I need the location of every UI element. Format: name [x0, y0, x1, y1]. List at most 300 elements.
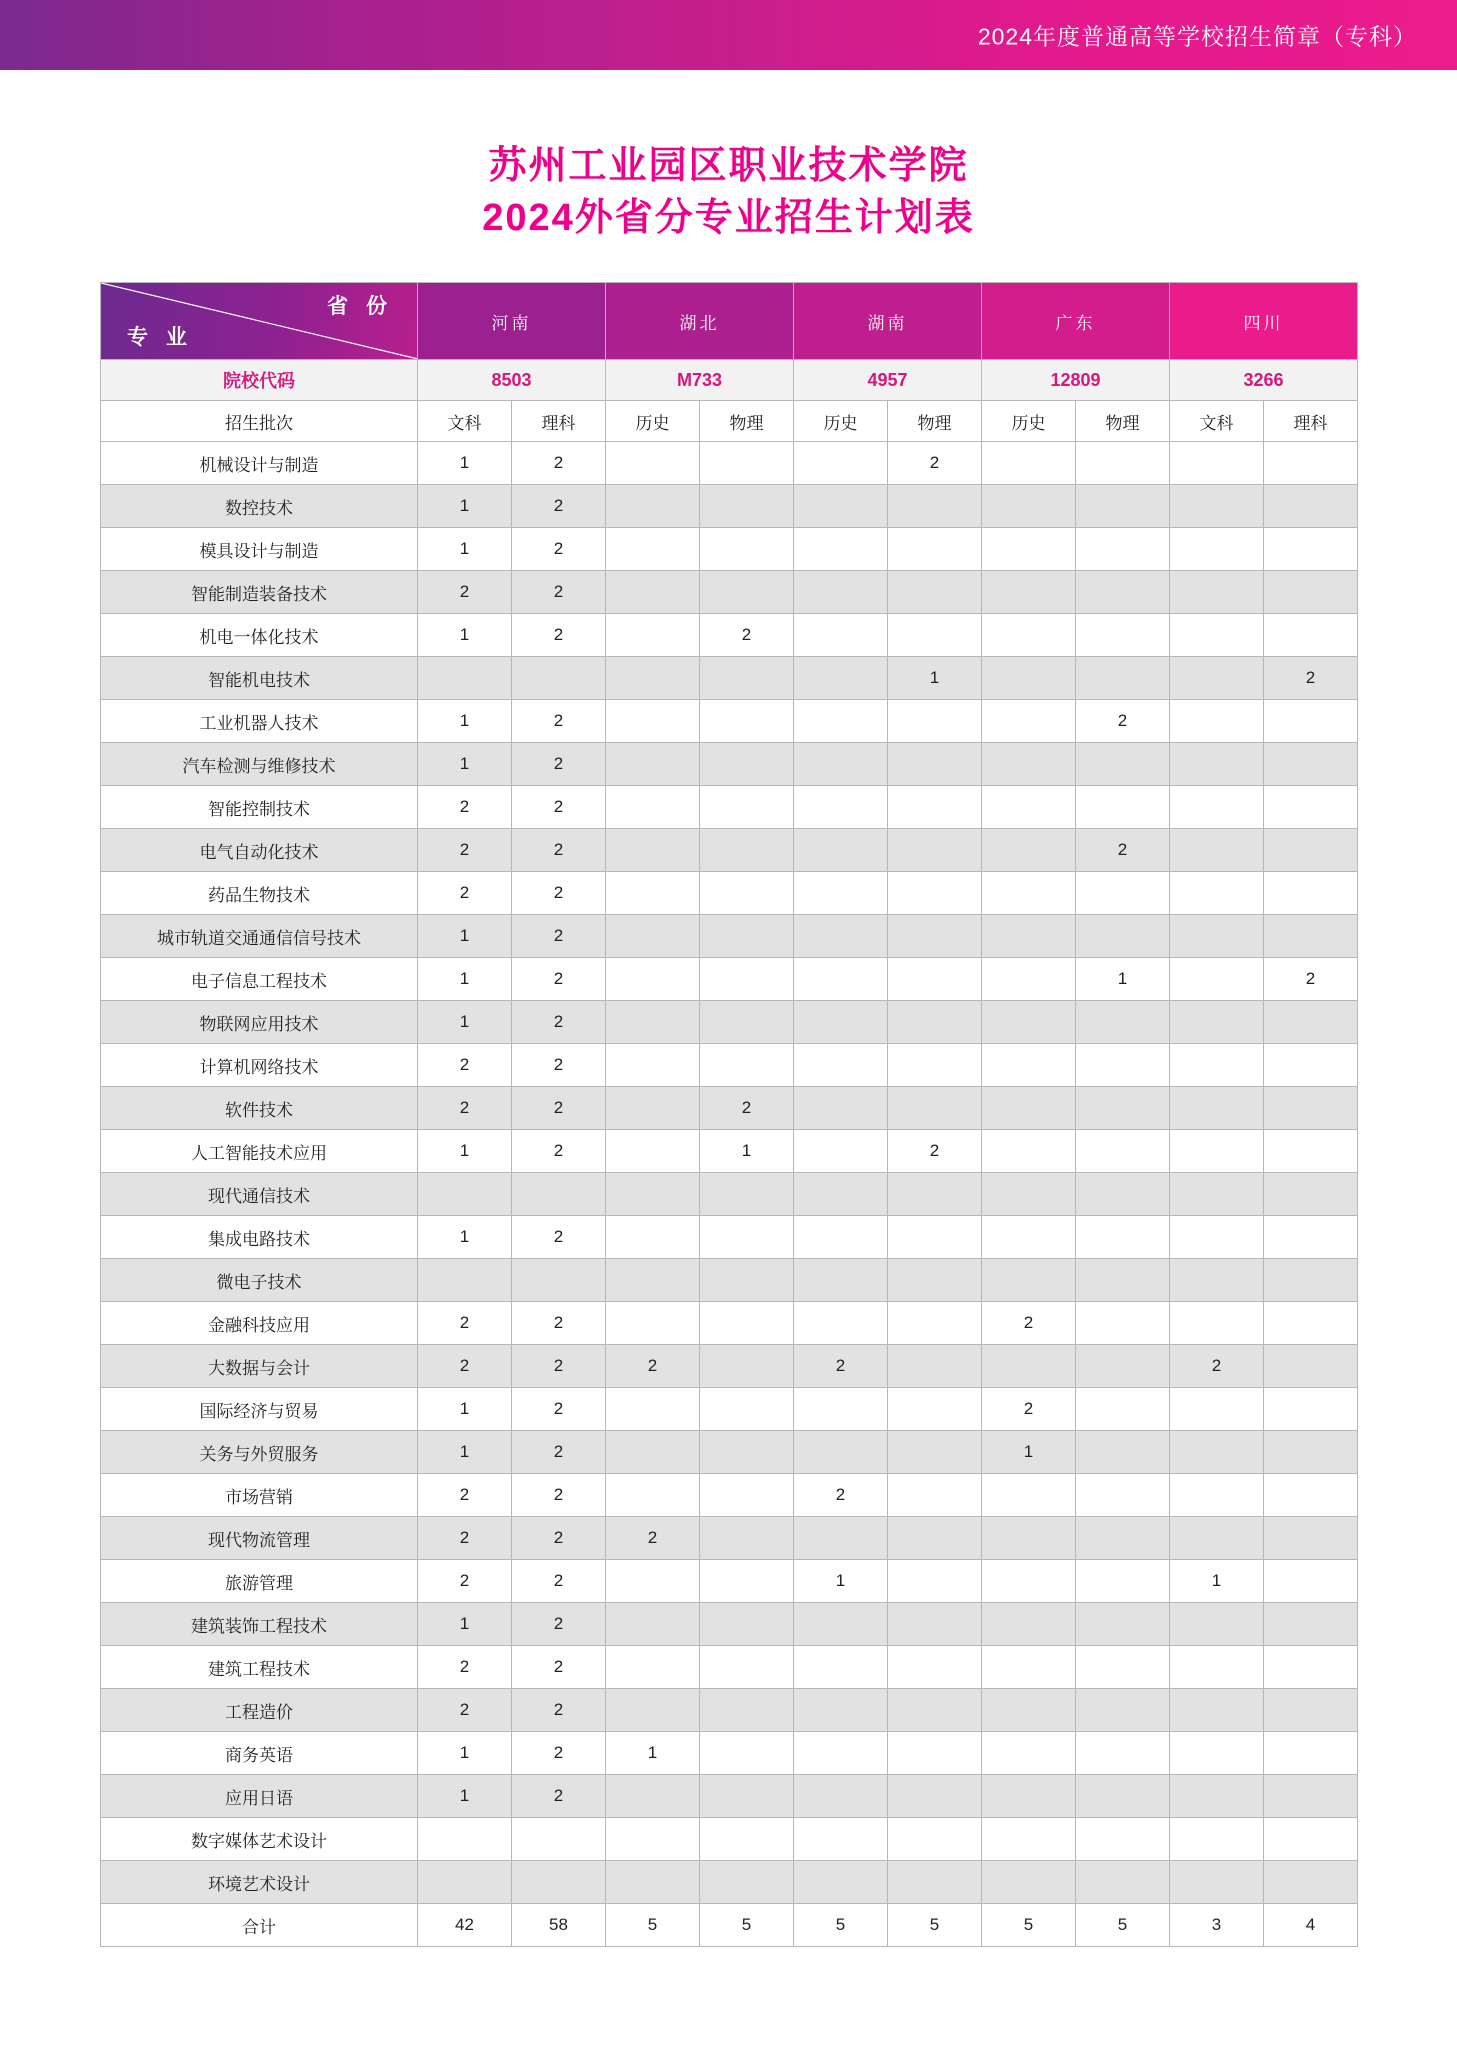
quota-cell [1076, 1474, 1170, 1517]
quota-cell: 2 [1076, 829, 1170, 872]
quota-cell [1264, 442, 1358, 485]
quota-cell: 2 [888, 442, 982, 485]
quota-cell [700, 657, 794, 700]
quota-cell [888, 1603, 982, 1646]
quota-cell [1264, 1474, 1358, 1517]
quota-cell [888, 1517, 982, 1560]
major-name-cell: 智能制造装备技术 [101, 571, 418, 614]
school-code-sichuan: 3266 [1170, 360, 1358, 401]
school-code-hubei: M733 [606, 360, 794, 401]
quota-cell [1264, 1517, 1358, 1560]
quota-cell [1170, 743, 1264, 786]
total-label: 合计 [101, 1904, 418, 1947]
quota-cell [606, 1818, 700, 1861]
province-header-henan: 河南 [418, 283, 606, 360]
quota-cell: 2 [700, 1087, 794, 1130]
quota-cell: 1 [418, 1001, 512, 1044]
quota-cell [1264, 915, 1358, 958]
quota-cell [606, 1689, 700, 1732]
major-name-cell: 工业机器人技术 [101, 700, 418, 743]
quota-cell [1264, 1689, 1358, 1732]
quota-cell [1170, 829, 1264, 872]
quota-cell [1170, 614, 1264, 657]
major-name-cell: 软件技术 [101, 1087, 418, 1130]
quota-cell [1170, 915, 1264, 958]
quota-cell: 1 [418, 1732, 512, 1775]
table-row-school-code [101, 360, 1358, 401]
quota-cell [1076, 1345, 1170, 1388]
quota-cell [700, 485, 794, 528]
table-row [101, 1345, 1358, 1388]
quota-cell [418, 657, 512, 700]
quota-cell [794, 442, 888, 485]
quota-cell [700, 743, 794, 786]
page-title [0, 140, 1457, 245]
total-col-3: 5 [700, 1904, 794, 1947]
major-name-cell: 应用日语 [101, 1775, 418, 1818]
quota-cell: 2 [794, 1345, 888, 1388]
quota-cell [1170, 958, 1264, 1001]
quota-cell [1076, 1130, 1170, 1173]
major-name-cell: 智能机电技术 [101, 657, 418, 700]
quota-cell [982, 1775, 1076, 1818]
quota-cell: 1 [1170, 1560, 1264, 1603]
quota-cell [982, 485, 1076, 528]
quota-cell [888, 743, 982, 786]
quota-cell [700, 1302, 794, 1345]
quota-cell [1076, 485, 1170, 528]
quota-cell [794, 571, 888, 614]
total-col-6: 5 [982, 1904, 1076, 1947]
quota-cell: 1 [606, 1732, 700, 1775]
quota-cell [888, 614, 982, 657]
quota-cell: 2 [512, 1560, 606, 1603]
quota-cell [1076, 1689, 1170, 1732]
quota-cell [606, 1560, 700, 1603]
quota-cell [1170, 1259, 1264, 1302]
header-corner-cell [101, 283, 418, 360]
quota-cell [700, 700, 794, 743]
school-code-guangdong: 12809 [982, 360, 1170, 401]
batch-col-9: 理科 [1264, 401, 1358, 442]
quota-cell [1076, 1044, 1170, 1087]
quota-cell: 1 [888, 657, 982, 700]
quota-cell: 2 [418, 1087, 512, 1130]
quota-cell [794, 1861, 888, 1904]
quota-cell [794, 1689, 888, 1732]
quota-cell: 2 [418, 571, 512, 614]
quota-cell [606, 1431, 700, 1474]
table-row [101, 1603, 1358, 1646]
quota-cell [700, 1861, 794, 1904]
total-col-5: 5 [888, 1904, 982, 1947]
quota-cell [888, 1087, 982, 1130]
quota-cell [700, 1388, 794, 1431]
quota-cell: 2 [512, 829, 606, 872]
quota-cell [512, 657, 606, 700]
quota-cell: 2 [512, 743, 606, 786]
quota-cell [982, 1689, 1076, 1732]
quota-cell [606, 571, 700, 614]
quota-cell [1076, 1259, 1170, 1302]
quota-cell [1264, 1388, 1358, 1431]
quota-cell: 2 [512, 958, 606, 1001]
quota-cell [982, 1044, 1076, 1087]
quota-cell: 2 [512, 1087, 606, 1130]
major-name-cell: 现代物流管理 [101, 1517, 418, 1560]
table-row [101, 1689, 1358, 1732]
quota-cell [1076, 1517, 1170, 1560]
quota-cell [1264, 485, 1358, 528]
quota-cell [1264, 829, 1358, 872]
quota-cell [1076, 1775, 1170, 1818]
quota-cell [606, 1775, 700, 1818]
province-header-guangdong: 广东 [982, 283, 1170, 360]
quota-cell [606, 614, 700, 657]
quota-cell [1170, 1130, 1264, 1173]
province-header-hubei: 湖北 [606, 283, 794, 360]
quota-cell: 2 [1264, 657, 1358, 700]
major-name-cell: 机械设计与制造 [101, 442, 418, 485]
quota-cell [888, 915, 982, 958]
total-col-1: 58 [512, 1904, 606, 1947]
major-name-cell: 电气自动化技术 [101, 829, 418, 872]
quota-cell: 1 [418, 1130, 512, 1173]
header-major-label: 专 业 [127, 326, 193, 349]
quota-cell [1170, 1474, 1264, 1517]
major-name-cell: 关务与外贸服务 [101, 1431, 418, 1474]
quota-cell [700, 528, 794, 571]
quota-cell [700, 1431, 794, 1474]
quota-cell [794, 915, 888, 958]
quota-cell [700, 442, 794, 485]
quota-cell [1264, 571, 1358, 614]
quota-cell [606, 1646, 700, 1689]
table-row [101, 1861, 1358, 1904]
quota-cell [794, 700, 888, 743]
table-row [101, 657, 1358, 700]
quota-cell [794, 1216, 888, 1259]
quota-cell [606, 1130, 700, 1173]
table-row [101, 442, 1358, 485]
quota-cell: 2 [794, 1474, 888, 1517]
quota-cell [888, 485, 982, 528]
quota-cell [700, 1259, 794, 1302]
province-header-sichuan: 四川 [1170, 283, 1358, 360]
quota-cell [700, 829, 794, 872]
quota-cell [794, 1818, 888, 1861]
quota-cell: 2 [418, 786, 512, 829]
total-col-9: 4 [1264, 1904, 1358, 1947]
quota-cell [1264, 743, 1358, 786]
major-name-cell: 工程造价 [101, 1689, 418, 1732]
quota-cell [1264, 1087, 1358, 1130]
quota-cell [1076, 1560, 1170, 1603]
quota-cell [1170, 1689, 1264, 1732]
quota-cell [982, 442, 1076, 485]
quota-cell [794, 657, 888, 700]
quota-cell [606, 786, 700, 829]
quota-cell [700, 915, 794, 958]
quota-cell [794, 1001, 888, 1044]
quota-cell [1264, 1173, 1358, 1216]
major-name-cell: 模具设计与制造 [101, 528, 418, 571]
quota-cell [700, 1560, 794, 1603]
quota-cell [888, 1646, 982, 1689]
quota-cell [1076, 1302, 1170, 1345]
quota-cell [982, 1861, 1076, 1904]
header-province-label: 省 份 [327, 295, 393, 318]
top-banner [0, 0, 1457, 70]
quota-cell [700, 1775, 794, 1818]
quota-cell [606, 442, 700, 485]
quota-cell [888, 872, 982, 915]
quota-cell: 2 [512, 1646, 606, 1689]
quota-cell [1076, 528, 1170, 571]
quota-cell [1170, 571, 1264, 614]
quota-cell [888, 1001, 982, 1044]
quota-cell: 1 [418, 1388, 512, 1431]
quota-cell [606, 1001, 700, 1044]
table-row [101, 1173, 1358, 1216]
quota-cell: 1 [418, 1216, 512, 1259]
table-row [101, 614, 1358, 657]
quota-cell [1170, 485, 1264, 528]
batch-col-5: 物理 [888, 401, 982, 442]
quota-cell: 1 [418, 485, 512, 528]
quota-cell [982, 571, 1076, 614]
school-code-label: 院校代码 [101, 360, 418, 401]
quota-cell [888, 1216, 982, 1259]
quota-cell [1264, 1130, 1358, 1173]
quota-cell: 2 [418, 1044, 512, 1087]
quota-cell [606, 528, 700, 571]
quota-cell [606, 1474, 700, 1517]
table-row [101, 872, 1358, 915]
batch-col-8: 文科 [1170, 401, 1264, 442]
quota-cell [794, 485, 888, 528]
quota-cell: 1 [418, 1603, 512, 1646]
major-name-cell: 数字媒体艺术设计 [101, 1818, 418, 1861]
quota-cell: 2 [512, 1689, 606, 1732]
major-name-cell: 建筑装饰工程技术 [101, 1603, 418, 1646]
quota-cell [1076, 1861, 1170, 1904]
quota-cell: 2 [512, 1044, 606, 1087]
table-row [101, 528, 1358, 571]
quota-cell [1264, 1861, 1358, 1904]
quota-cell [700, 1646, 794, 1689]
major-name-cell: 物联网应用技术 [101, 1001, 418, 1044]
quota-cell [700, 1732, 794, 1775]
quota-cell [1170, 786, 1264, 829]
quota-cell [1170, 1517, 1264, 1560]
quota-cell [794, 1302, 888, 1345]
batch-col-0: 文科 [418, 401, 512, 442]
quota-cell [982, 1173, 1076, 1216]
major-name-cell: 药品生物技术 [101, 872, 418, 915]
quota-cell [888, 829, 982, 872]
major-name-cell: 集成电路技术 [101, 1216, 418, 1259]
quota-cell [982, 1259, 1076, 1302]
quota-cell: 2 [700, 614, 794, 657]
quota-cell: 2 [982, 1302, 1076, 1345]
quota-cell [1170, 1087, 1264, 1130]
table-row [101, 915, 1358, 958]
table-row [101, 1044, 1358, 1087]
quota-cell [1264, 1818, 1358, 1861]
quota-cell [982, 1517, 1076, 1560]
major-name-cell: 国际经济与贸易 [101, 1388, 418, 1431]
quota-cell [606, 1302, 700, 1345]
quota-cell [982, 829, 1076, 872]
quota-cell [794, 1603, 888, 1646]
quota-cell [1264, 1345, 1358, 1388]
quota-cell: 1 [418, 442, 512, 485]
quota-cell [888, 1044, 982, 1087]
quota-cell [606, 743, 700, 786]
quota-cell: 2 [512, 1775, 606, 1818]
quota-cell [1170, 872, 1264, 915]
quota-cell [888, 528, 982, 571]
table-row [101, 571, 1358, 614]
quota-cell [1076, 1431, 1170, 1474]
quota-cell [888, 1818, 982, 1861]
quota-cell [888, 1775, 982, 1818]
quota-cell [982, 614, 1076, 657]
quota-cell [418, 1818, 512, 1861]
table-row [101, 1818, 1358, 1861]
quota-cell [982, 786, 1076, 829]
title-line-1: 苏州工业园区职业技术学院 [488, 145, 969, 187]
quota-cell [888, 958, 982, 1001]
quota-cell [794, 1044, 888, 1087]
quota-cell [1076, 1173, 1170, 1216]
quota-cell [1170, 1646, 1264, 1689]
quota-cell: 2 [512, 915, 606, 958]
quota-cell: 1 [1076, 958, 1170, 1001]
major-name-cell: 汽车检测与维修技术 [101, 743, 418, 786]
quota-cell: 2 [1264, 958, 1358, 1001]
major-name-cell: 城市轨道交通通信信号技术 [101, 915, 418, 958]
quota-cell [1170, 1431, 1264, 1474]
quota-cell [512, 1818, 606, 1861]
quota-cell: 2 [512, 614, 606, 657]
batch-col-4: 历史 [794, 401, 888, 442]
batch-col-7: 物理 [1076, 401, 1170, 442]
quota-cell [1170, 1173, 1264, 1216]
total-col-8: 3 [1170, 1904, 1264, 1947]
batch-col-2: 历史 [606, 401, 700, 442]
quota-cell: 2 [512, 1517, 606, 1560]
quota-cell [700, 1173, 794, 1216]
quota-cell [606, 1861, 700, 1904]
quota-cell [982, 1474, 1076, 1517]
quota-cell [1076, 442, 1170, 485]
quota-cell [982, 915, 1076, 958]
quota-cell: 1 [418, 528, 512, 571]
quota-cell [418, 1259, 512, 1302]
quota-cell [700, 1517, 794, 1560]
quota-cell [700, 786, 794, 829]
quota-cell [1076, 614, 1170, 657]
quota-cell [888, 1474, 982, 1517]
quota-cell [1170, 1216, 1264, 1259]
quota-cell [1076, 1646, 1170, 1689]
quota-cell [1076, 657, 1170, 700]
quota-cell [982, 1603, 1076, 1646]
quota-cell [1264, 1431, 1358, 1474]
quota-cell [700, 1474, 794, 1517]
quota-cell: 2 [418, 1345, 512, 1388]
table-row [101, 1431, 1358, 1474]
quota-cell: 2 [606, 1345, 700, 1388]
batch-col-1: 理科 [512, 401, 606, 442]
quota-cell [1076, 1388, 1170, 1431]
table-row [101, 958, 1358, 1001]
quota-cell [888, 1431, 982, 1474]
quota-cell [982, 700, 1076, 743]
table-row [101, 1001, 1358, 1044]
total-col-0: 42 [418, 1904, 512, 1947]
quota-cell: 2 [512, 1388, 606, 1431]
table-row [101, 1302, 1358, 1345]
quota-cell [1264, 1259, 1358, 1302]
quota-cell: 2 [888, 1130, 982, 1173]
quota-cell [700, 1689, 794, 1732]
quota-cell: 2 [512, 1603, 606, 1646]
quota-cell [1076, 1818, 1170, 1861]
quota-cell [606, 915, 700, 958]
major-name-cell: 机电一体化技术 [101, 614, 418, 657]
quota-cell [888, 1259, 982, 1302]
quota-cell [1076, 1732, 1170, 1775]
quota-cell [1076, 872, 1170, 915]
quota-cell [1076, 1603, 1170, 1646]
quota-cell [1076, 915, 1170, 958]
quota-cell: 2 [512, 1474, 606, 1517]
quota-cell: 2 [512, 786, 606, 829]
quota-cell [794, 1087, 888, 1130]
quota-cell [1170, 1001, 1264, 1044]
quota-cell [982, 958, 1076, 1001]
quota-cell [888, 1861, 982, 1904]
quota-cell: 1 [418, 614, 512, 657]
batch-col-3: 物理 [700, 401, 794, 442]
quota-cell [700, 1216, 794, 1259]
quota-cell [1264, 1302, 1358, 1345]
quota-cell: 2 [1076, 700, 1170, 743]
quota-cell [888, 700, 982, 743]
quota-cell [1264, 872, 1358, 915]
quota-cell: 2 [512, 1216, 606, 1259]
quota-cell [794, 743, 888, 786]
quota-cell [418, 1861, 512, 1904]
quota-cell [794, 872, 888, 915]
quota-cell [888, 786, 982, 829]
quota-cell [982, 1216, 1076, 1259]
quota-cell [1076, 786, 1170, 829]
batch-label: 招生批次 [101, 401, 418, 442]
major-name-cell: 旅游管理 [101, 1560, 418, 1603]
quota-cell [888, 1173, 982, 1216]
quota-cell [418, 1173, 512, 1216]
quota-cell [700, 571, 794, 614]
quota-cell [700, 1001, 794, 1044]
table-row [101, 1732, 1358, 1775]
quota-cell: 2 [418, 872, 512, 915]
quota-cell [512, 1259, 606, 1302]
quota-cell [1170, 1732, 1264, 1775]
